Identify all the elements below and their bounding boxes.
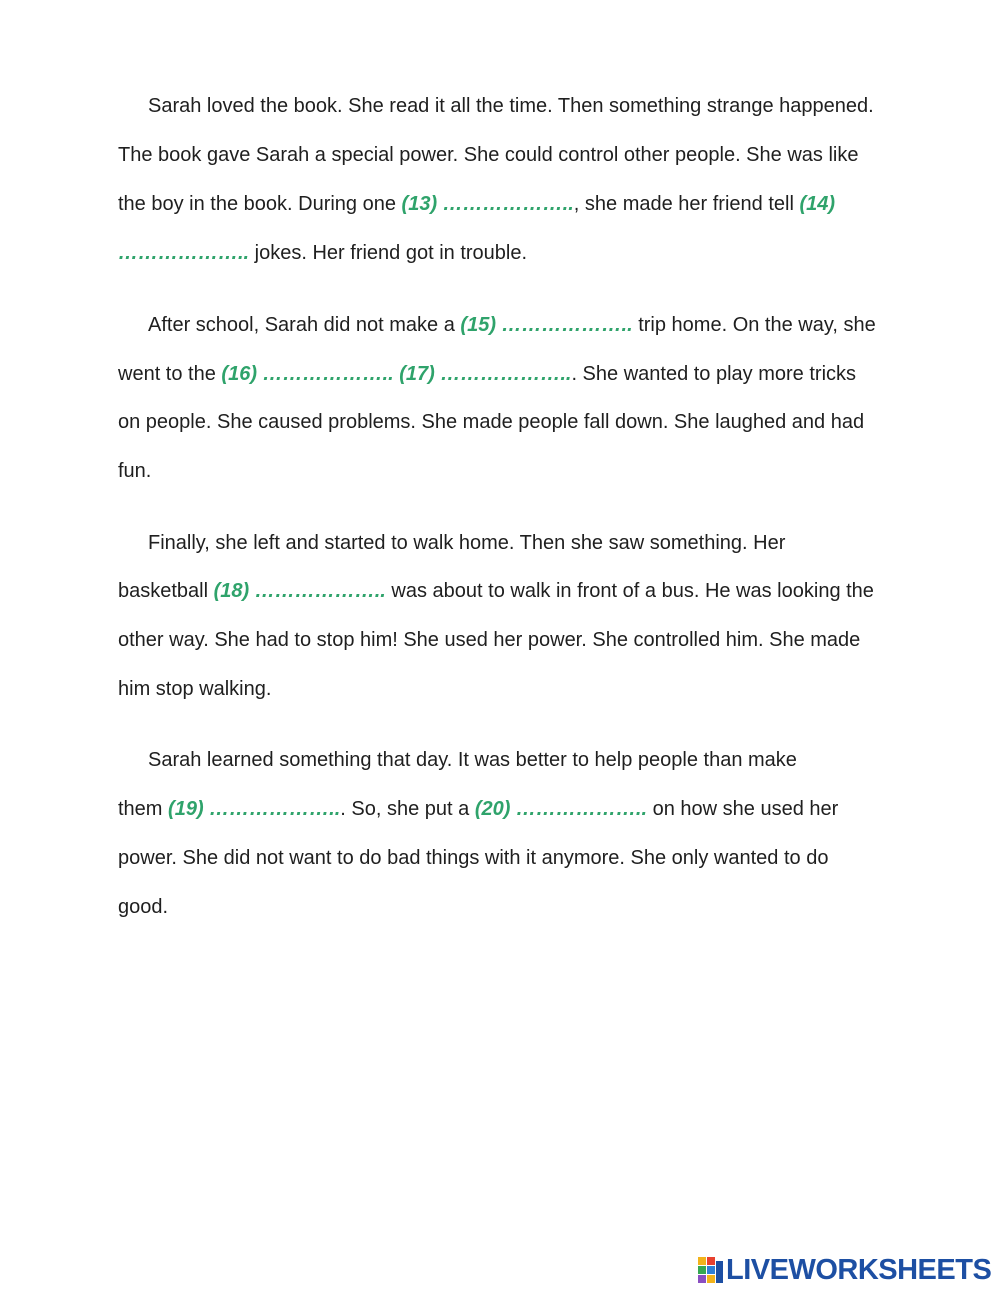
- liveworksheets-logo[interactable]: [698, 1254, 991, 1286]
- text-segment: Sarah learned something that day. It was better to help people than make: [148, 749, 797, 771]
- text-segment: Sarah loved the book. She read it all the time. Then something strange happened.: [148, 95, 874, 117]
- blank-14[interactable]: ………………..: [118, 242, 250, 264]
- paragraph-4-line-4: [118, 895, 168, 919]
- blank-14-number[interactable]: (14): [799, 193, 836, 215]
- paragraph-3-line-4: [118, 677, 271, 701]
- text-segment: them: [118, 798, 169, 820]
- text-segment: power. She did not want to do bad things with it anymore. She only wanted to do: [118, 847, 829, 869]
- blank-16-17[interactable]: (16) ……………….. (17) ………………..: [221, 363, 572, 385]
- text-segment: , she made her friend tell: [573, 193, 800, 215]
- paragraph-2-line-1: [148, 313, 876, 337]
- text-segment: good.: [118, 896, 169, 918]
- paragraph-3-line-1: [148, 531, 785, 555]
- text-segment: the boy in the book. During one: [118, 193, 402, 215]
- blank-18[interactable]: (18) ………………..: [213, 580, 386, 602]
- text-segment: went to the: [118, 363, 222, 385]
- paragraph-2-line-3: [118, 410, 864, 434]
- text-segment: other way. She had to stop him! She used her power. She controlled him. She made: [118, 629, 861, 651]
- blank-13[interactable]: (13) ………………..: [401, 193, 574, 215]
- text-segment: . She wanted to play more tricks: [571, 363, 857, 385]
- text-segment: on people. She caused problems. She made people fall down. She laughed and had: [118, 411, 865, 433]
- paragraph-4-line-1: [148, 748, 797, 772]
- blank-20[interactable]: (20) ………………..: [474, 798, 648, 820]
- text-segment: jokes. Her friend got in trouble.: [249, 242, 528, 264]
- paragraph-1-line-2: [118, 143, 858, 167]
- paragraph-2-line-4: [118, 459, 151, 483]
- paragraph-4-line-2: [118, 797, 838, 821]
- paragraph-1-line-4: [118, 241, 527, 265]
- text-segment: After school, Sarah did not make a: [148, 314, 461, 336]
- text-segment: fun.: [118, 460, 152, 482]
- text-segment: Finally, she left and started to walk home. Then she saw something. Her: [148, 532, 786, 554]
- text-segment: was about to walk in front of a bus. He was looking the: [385, 580, 874, 602]
- paragraph-2-line-2: [118, 362, 856, 386]
- liveworksheets-logo-icon: [698, 1257, 724, 1283]
- text-segment: basketball: [118, 580, 214, 602]
- text-segment: The book gave Sarah a special power. She could control other people. She was like: [118, 144, 859, 166]
- text-segment: him stop walking.: [118, 678, 272, 700]
- text-segment: on how she used her: [647, 798, 839, 820]
- paragraph-1-line-3: [118, 192, 835, 216]
- paragraph-3-line-2: [118, 579, 874, 603]
- text-segment: . So, she put a: [340, 798, 475, 820]
- blank-15[interactable]: (15) ………………..: [460, 314, 633, 336]
- paragraph-4-line-3: [118, 846, 828, 870]
- paragraph-1-line-1: [148, 94, 874, 118]
- liveworksheets-logo-text: LIVEWORKSHEETS: [726, 1254, 992, 1286]
- text-segment: trip home. On the way, she: [632, 314, 876, 336]
- paragraph-3-line-3: [118, 628, 860, 652]
- blank-19[interactable]: (19) ………………..: [168, 798, 341, 820]
